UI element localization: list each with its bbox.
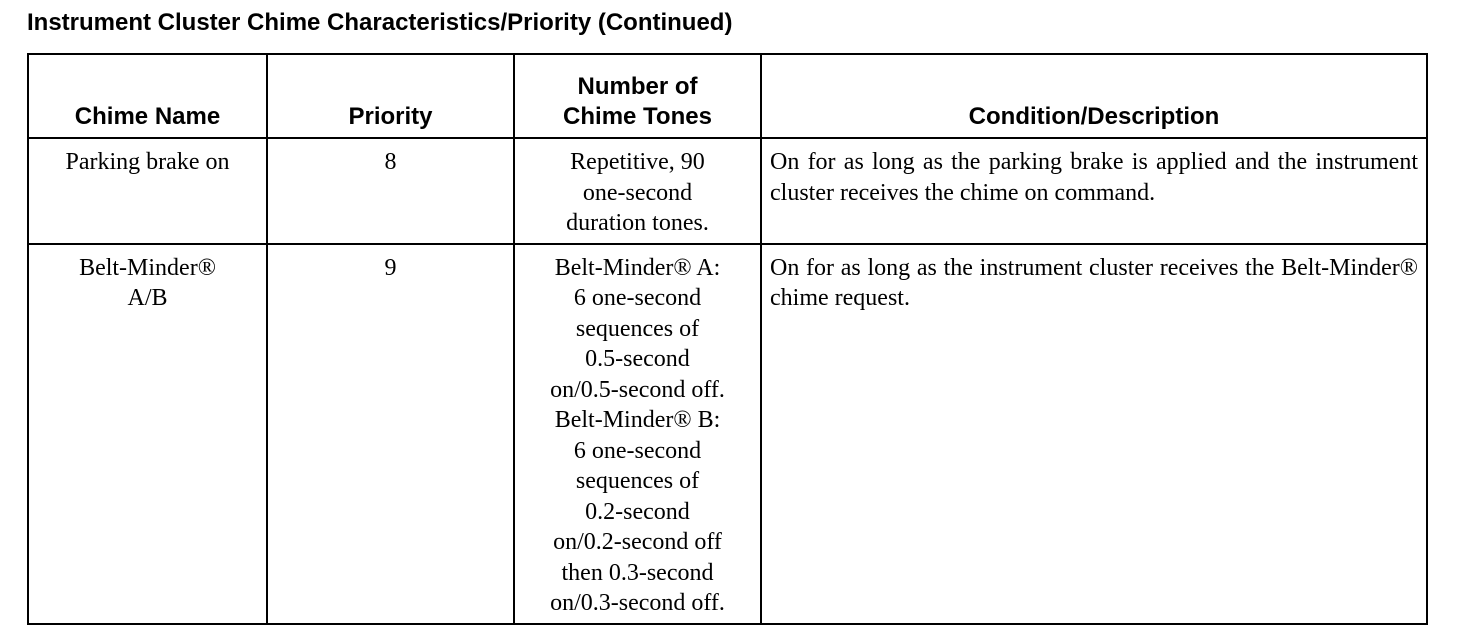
cell-chime-name <box>28 244 267 624</box>
header-tones-line: Chime Tones <box>563 103 712 130</box>
chime-name-line: Parking brake on <box>65 149 230 175</box>
header-condition-description: Condition/Description <box>761 54 1427 138</box>
tones-line: Repetitive, 90 <box>570 149 705 175</box>
chime-name-line: Belt-Minder® <box>79 254 216 281</box>
tones-line: Belt-Minder® B: <box>554 407 721 433</box>
cell-chime-name <box>28 138 267 244</box>
tones-line: 6 one-second <box>573 285 702 311</box>
cell-chime-tones <box>514 138 761 244</box>
chime-characteristics-table <box>27 53 1428 625</box>
header-number-of-chime-tones <box>514 54 761 138</box>
tones-line: on/0.3-second off. <box>550 590 725 616</box>
tones-line: Belt-Minder® A: <box>554 254 721 281</box>
tones-line: on/0.2-second off <box>553 529 722 555</box>
chime-name-line: A/B <box>127 285 168 311</box>
tones-line: one-second <box>582 179 693 206</box>
header-chime-name: Chime Name <box>28 54 267 138</box>
tones-line: sequences of <box>575 468 700 494</box>
tones-line: 0.2-second <box>585 498 690 525</box>
header-tones-line: Number of <box>577 73 698 100</box>
tones-line: 0.5-second <box>585 346 690 372</box>
tones-line: then 0.3-second <box>561 559 714 586</box>
cell-condition-description: On for as long as the instrument cluster receives the Belt-Minder® chime request. <box>761 244 1427 624</box>
cell-chime-tones <box>514 244 761 624</box>
tones-line: duration tones. <box>566 210 709 236</box>
cell-condition-description: On for as long as the parking brake is applied and the instrument cluster receives the chime on command. <box>761 138 1427 244</box>
cell-priority: 9 <box>267 244 514 624</box>
page-title: Instrument Cluster Chime Characteristics/Priority (Continued) <box>27 9 733 36</box>
tones-line: 6 one-second <box>573 437 702 464</box>
table-row <box>28 244 1427 624</box>
table-header-row <box>28 54 1427 138</box>
header-priority: Priority <box>267 54 514 138</box>
cell-priority: 8 <box>267 138 514 244</box>
table-row <box>28 138 1427 244</box>
tones-line: on/0.5-second off. <box>550 376 725 403</box>
tones-line: sequences of <box>575 315 700 342</box>
